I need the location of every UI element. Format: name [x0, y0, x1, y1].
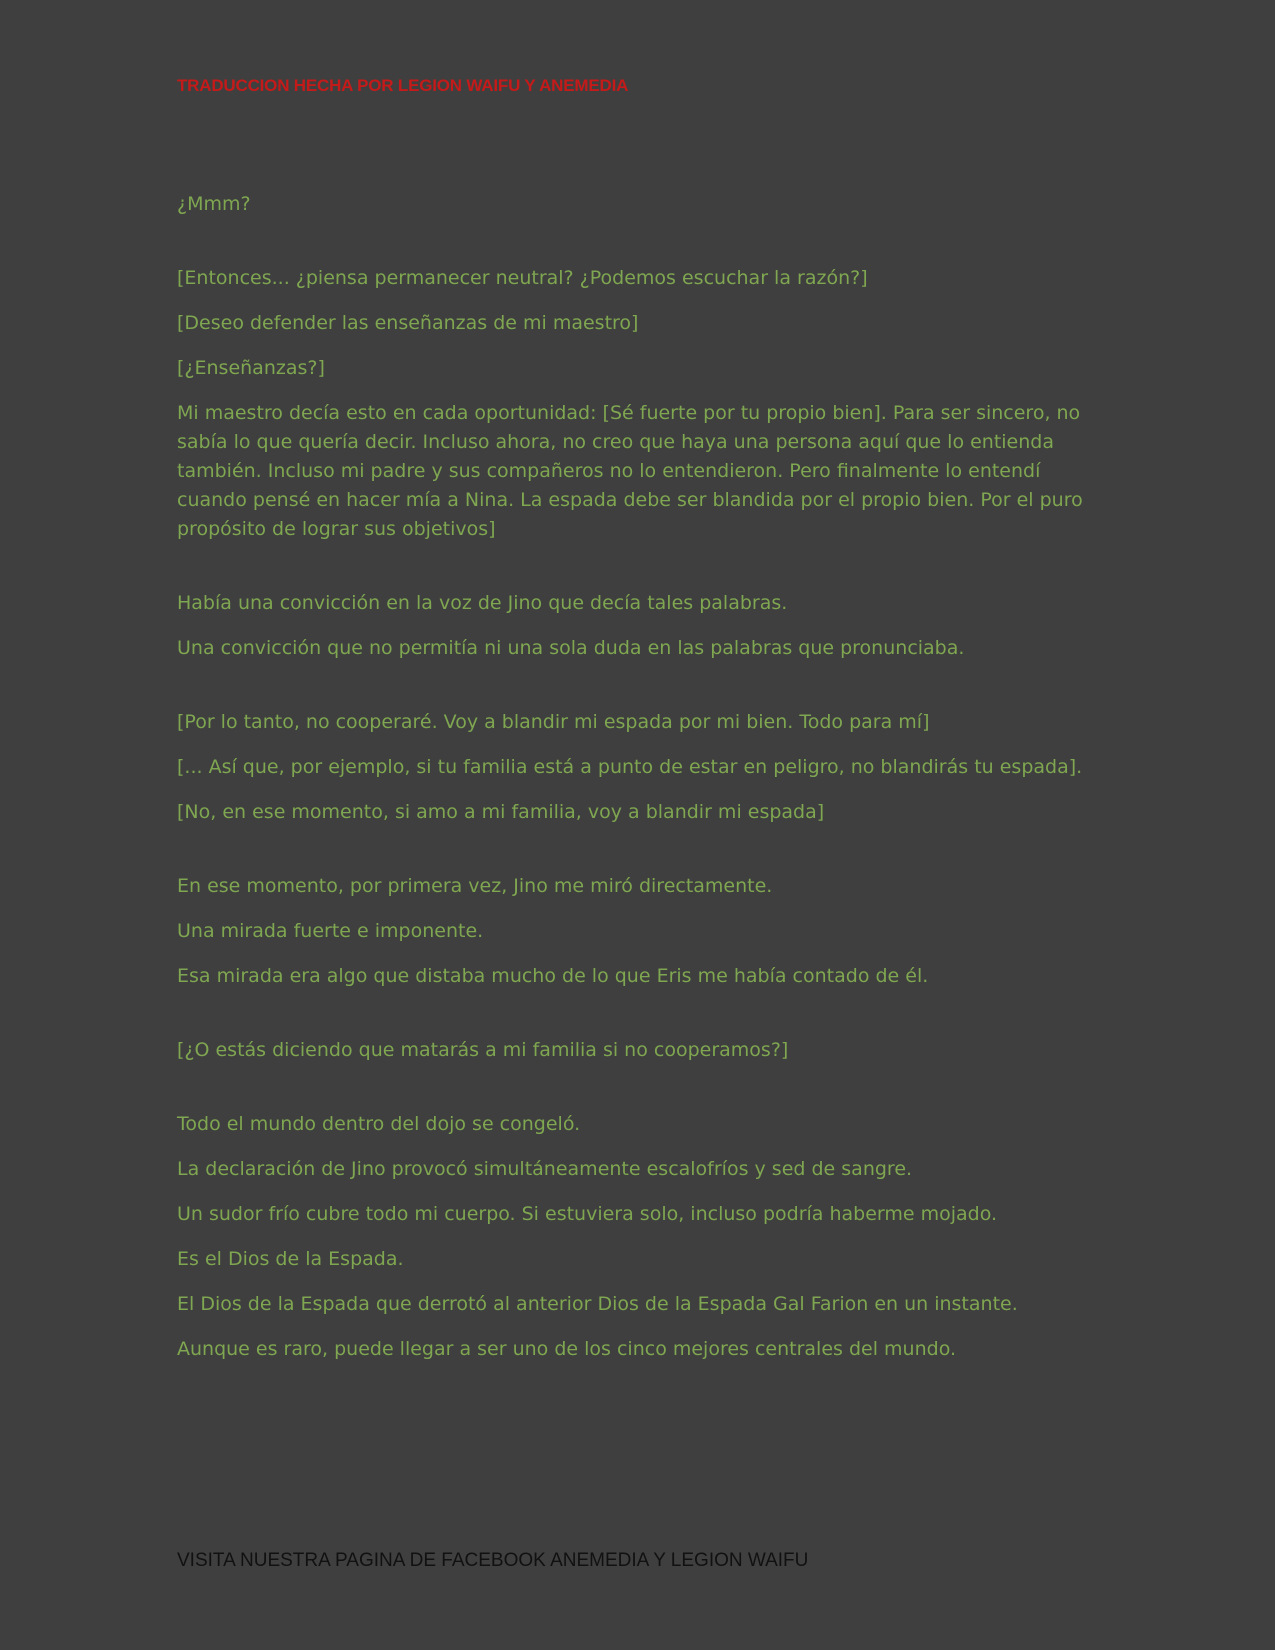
paragraph: Aunque es raro, puede llegar a ser uno de los cinco mejores centrales del mundo. — [177, 1338, 957, 1360]
paragraph: [Deseo defender las enseñanzas de mi maestro] — [177, 312, 639, 334]
paragraph: [... Así que, por ejemplo, si tu familia está a punto de estar en peligro, no blandirás tu espada]. — [177, 756, 1083, 778]
paragraph: El Dios de la Espada que derrotó al anterior Dios de la Espada Gal Farion en un instante. — [177, 1293, 1018, 1315]
paragraph: [¿O estás diciendo que matarás a mi familia si no cooperamos?] — [177, 1039, 789, 1061]
paragraph: Una mirada fuerte e imponente. — [177, 920, 484, 942]
paragraph: Un sudor frío cubre todo mi cuerpo. Si estuviera solo, incluso podría haberme mojado. — [177, 1203, 998, 1225]
document-body — [177, 190, 1097, 1380]
facebook-promo-footer: VISITA NUESTRA PAGINA DE FACEBOOK ANEMEDIA Y LEGION WAIFU — [177, 1550, 809, 1571]
paragraph: En ese momento, por primera vez, Jino me miró directamente. — [177, 875, 773, 897]
paragraph: [Entonces... ¿piensa permanecer neutral? ¿Podemos escuchar la razón?] — [177, 267, 868, 289]
paragraph: Había una convicción en la voz de Jino que decía tales palabras. — [177, 592, 788, 614]
paragraph: Es el Dios de la Espada. — [177, 1248, 404, 1270]
translation-credit-header: TRADUCCION HECHA POR LEGION WAIFU Y ANEMEDIA — [177, 76, 629, 95]
paragraph: ¿Mmm? — [177, 193, 251, 215]
paragraph: Todo el mundo dentro del dojo se congeló. — [177, 1113, 581, 1135]
paragraph: Mi maestro decía esto en cada oportunidad: [Sé fuerte por tu propio bien]. Para ser sincero, no sabía lo que quería decir. Incluso ahora, no creo que haya una persona aquí que lo entienda también. Incluso mi padre y sus compañeros no lo entendieron. Pero finalmente lo entendí cuando pensé en hacer mía a Nina. La espada debe ser blandida por el propio bien. Por el puro propósito de lograr sus objetivos] — [177, 402, 1083, 540]
paragraph: Esa mirada era algo que distaba mucho de lo que Eris me había contado de él. — [177, 965, 929, 987]
paragraph: La declaración de Jino provocó simultáneamente escalofríos y sed de sangre. — [177, 1158, 913, 1180]
paragraph: [Por lo tanto, no cooperaré. Voy a blandir mi espada por mi bien. Todo para mí] — [177, 711, 930, 733]
paragraph: [¿Enseñanzas?] — [177, 357, 325, 379]
paragraph: [No, en ese momento, si amo a mi familia, voy a blandir mi espada] — [177, 801, 825, 823]
paragraph: Una convicción que no permitía ni una sola duda en las palabras que pronunciaba. — [177, 637, 965, 659]
